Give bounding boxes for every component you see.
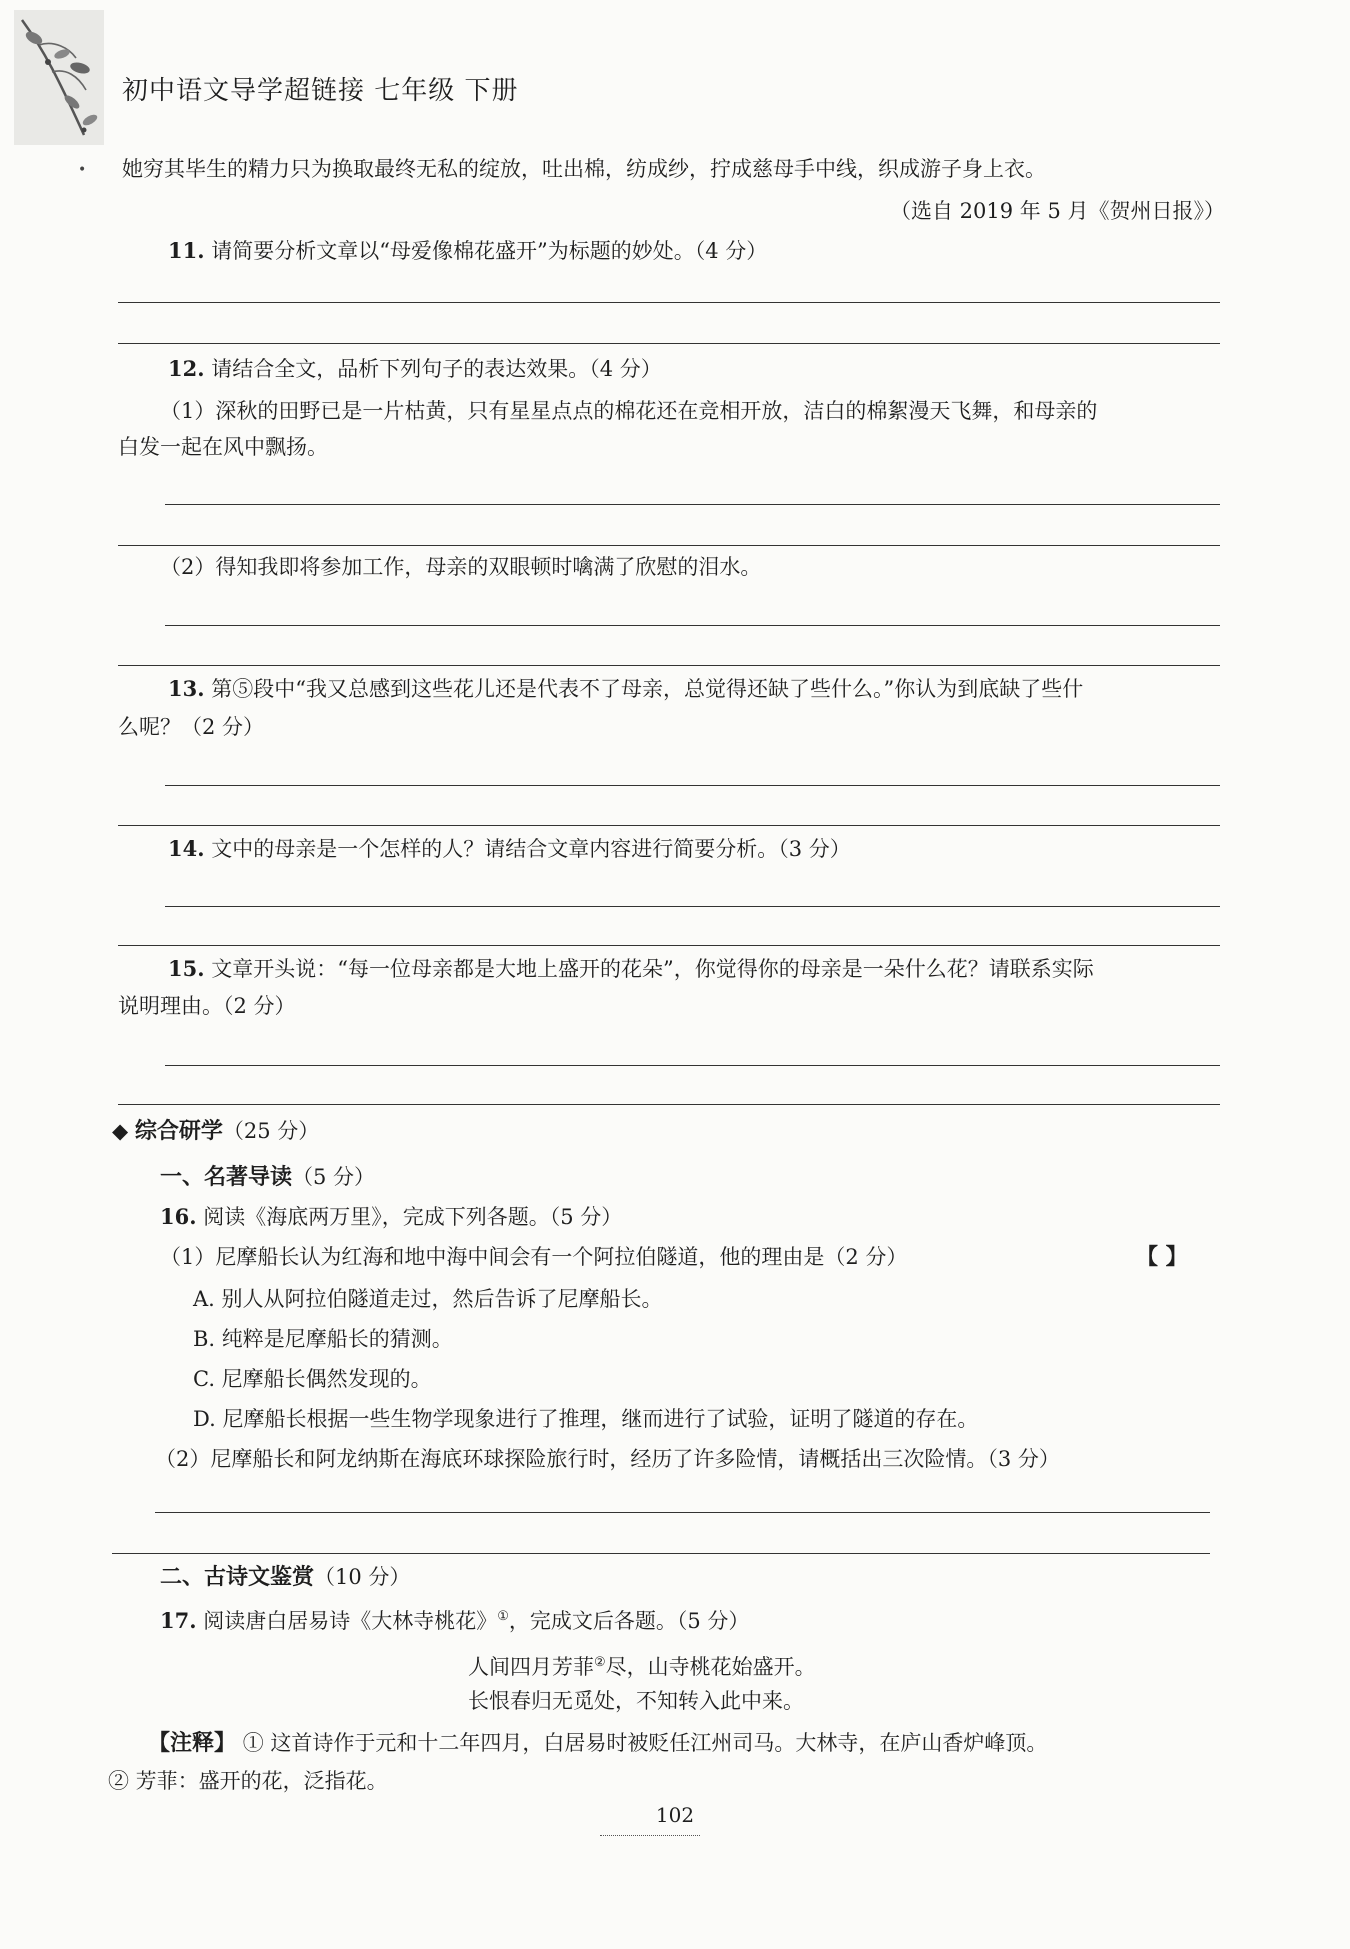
option-a: A. 别人从阿拉伯隧道走过，然后告诉了尼摩船长。 <box>193 1287 663 1311</box>
page-number: 102 <box>655 1803 695 1827</box>
question-17 <box>160 1598 749 1640</box>
answer-line[interactable] <box>165 785 1220 786</box>
answer-line[interactable] <box>118 665 1220 666</box>
question-number: 15. <box>168 956 205 981</box>
answer-line[interactable] <box>118 825 1220 826</box>
answer-line[interactable] <box>118 343 1220 344</box>
footnote-marker: ② <box>594 1655 606 1670</box>
question-number: 16. <box>160 1204 197 1229</box>
source-citation: （选自 2019 年 5 月《贺州日报》） <box>890 199 1226 223</box>
question-11 <box>168 232 767 270</box>
answer-bracket[interactable]: 【 】 <box>1136 1244 1188 1270</box>
ink-branch-decoration-icon <box>14 10 104 145</box>
question-12-sub2: （2）得知我即将参加工作，母亲的双眼顿时噙满了欣慰的泪水。 <box>160 555 762 579</box>
answer-line[interactable] <box>165 504 1220 505</box>
question-number: 13. <box>168 676 205 701</box>
section-title: 综合研学 <box>134 1119 223 1144</box>
part-score: （5 分） <box>292 1165 376 1189</box>
question-15-line1 <box>168 950 1094 988</box>
question-12-sub1-line1: （1）深秋的田野已是一片枯黄，只有星星点点的棉花还在竞相开放，洁白的棉絮漫天飞舞，和母亲的 <box>160 399 1098 423</box>
question-text: 文中的母亲是一个怎样的人？请结合文章内容进行简要分析。（3 分） <box>211 837 851 861</box>
answer-line[interactable] <box>165 625 1220 626</box>
annotation-line-2: ② 芳菲：盛开的花，泛指花。 <box>108 1769 388 1793</box>
question-number: 17. <box>160 1608 197 1633</box>
poem-text: 人间四月芳菲 <box>468 1655 594 1679</box>
question-14 <box>168 830 851 868</box>
question-text-cont: ，完成文后各题。（5 分） <box>508 1609 750 1633</box>
poem-text-cont: 尽，山寺桃花始盛开。 <box>605 1655 816 1679</box>
part-score: （10 分） <box>314 1565 411 1589</box>
poem-line-1 <box>468 1644 816 1686</box>
part-2-heading <box>160 1558 410 1597</box>
question-text: 文章开头说：“每一位母亲都是大地上盛开的花朵”，你觉得你的母亲是一朵什么花？请联系实际 <box>211 957 1094 981</box>
answer-line[interactable] <box>118 302 1220 303</box>
annotation-text: ① 这首诗作于元和十二年四月，白居易时被贬任江州司马。大林寺，在庐山香炉峰顶。 <box>242 1731 1048 1755</box>
answer-line[interactable] <box>118 545 1220 546</box>
question-text: 第⑤段中“我又总感到这些花儿还是代表不了母亲，总觉得还缺了些什么。”你认为到底缺了些什 <box>211 677 1084 701</box>
annotation-line-1 <box>148 1724 1047 1763</box>
answer-line[interactable] <box>155 1512 1210 1513</box>
answer-line[interactable] <box>112 1553 1210 1554</box>
answer-line[interactable] <box>165 1065 1220 1066</box>
question-12 <box>168 350 662 388</box>
page-number-underline <box>600 1835 700 1836</box>
section-score: （25 分） <box>222 1119 320 1143</box>
question-13-line2: 么呢？（2 分） <box>118 715 265 739</box>
question-text: 阅读《海底两万里》，完成下列各题。（5 分） <box>203 1205 623 1229</box>
bullet-dot: • <box>78 162 87 178</box>
annotation-label: 【注释】 <box>148 1731 237 1756</box>
question-text: 阅读唐白居易诗《大林寺桃花》 <box>203 1609 498 1633</box>
section-heading <box>112 1112 319 1151</box>
diamond-icon: ◆ <box>112 1119 129 1143</box>
option-b: B. 纯粹是尼摩船长的猜测。 <box>193 1327 453 1351</box>
answer-line[interactable] <box>165 906 1220 907</box>
question-16-sub1: （1）尼摩船长认为红海和地中海中间会有一个阿拉伯隧道，他的理由是（2 分） <box>160 1245 908 1269</box>
question-13-line1 <box>168 670 1083 708</box>
poem-line-2: 长恨春归无觅处，不知转入此中来。 <box>468 1689 804 1713</box>
question-text: 请结合全文，品析下列句子的表达效果。（4 分） <box>211 357 662 381</box>
question-number: 11. <box>168 238 205 263</box>
option-d: D. 尼摩船长根据一些生物学现象进行了推理，继而进行了试验，证明了隧道的存在。 <box>193 1407 979 1431</box>
question-number: 12. <box>168 356 205 381</box>
book-header-title: 初中语文导学超链接 七年级 下册 <box>122 76 519 106</box>
question-text: 请简要分析文章以“母爱像棉花盛开”为标题的妙处。（4 分） <box>211 239 768 263</box>
question-16 <box>160 1198 622 1236</box>
answer-line[interactable] <box>118 945 1220 946</box>
intro-text: 她穷其毕生的精力只为换取最终无私的绽放，吐出棉，纺成纱，拧成慈母手中线，织成游子身上衣。 <box>122 157 1046 181</box>
option-c: C. 尼摩船长偶然发现的。 <box>193 1367 432 1391</box>
answer-line[interactable] <box>118 1104 1220 1105</box>
question-number: 14. <box>168 836 205 861</box>
part-1-heading <box>160 1158 375 1197</box>
part-title: 二、古诗文鉴赏 <box>160 1565 315 1590</box>
question-15-line2: 说明理由。（2 分） <box>118 994 296 1018</box>
question-12-sub1-line2: 白发一起在风中飘扬。 <box>118 435 328 459</box>
part-title: 一、名著导读 <box>160 1165 293 1190</box>
question-16-sub2: （2）尼摩船长和阿龙纳斯在海底环球探险旅行时，经历了许多险情，请概括出三次险情。（3 分） <box>155 1447 1060 1471</box>
footnote-marker: ① <box>497 1609 509 1624</box>
